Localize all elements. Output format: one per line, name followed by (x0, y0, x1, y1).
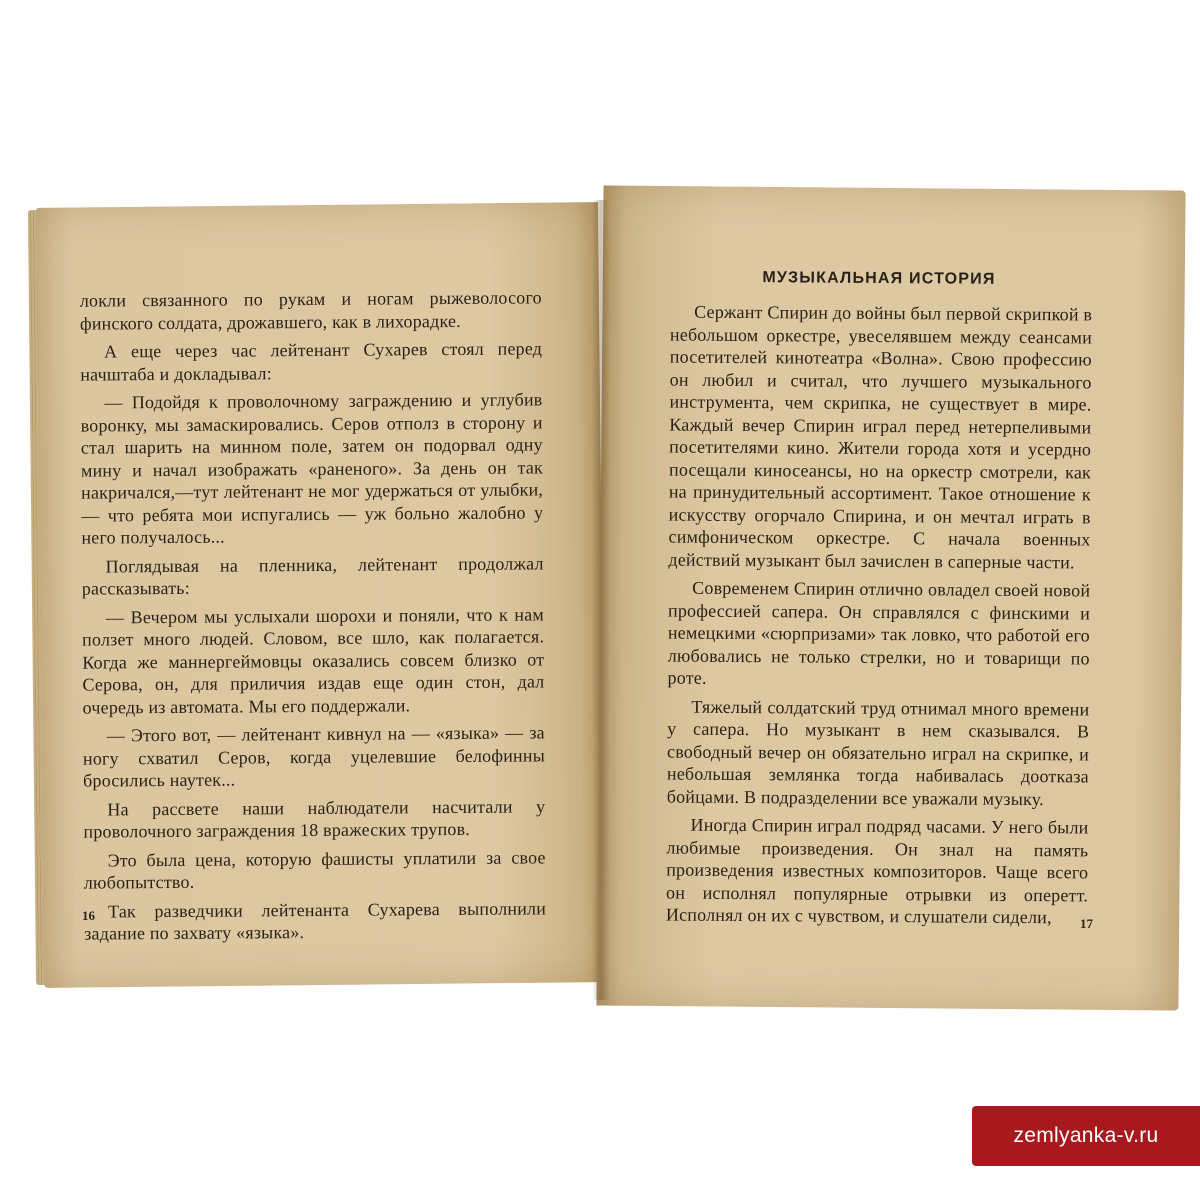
paragraph: Сержант Спирин до войны был первой скрипкой в небольшом оркестре, увеселявшем между сеансами посетителей кинотеатра «Волна». Свою профессию он любил и считал, что лучшего музыкального инструмента, чем скрипка, не существует в мире. Каждый вечер Спирин играл перед нетерпеливыми посетителями кино. Жители города хотя и усердно посещали киносеансы, но на оркестр смотрели, как на принудительный ассортимент. Такое отношение к искусству огорчало Спирина, и он мечтал играть в симфоническом оркестре. С начала военных действий музыкант был зачислен в саперные части. (668, 301, 1093, 572)
paragraph: На рассвете наши наблюдатели насчитали у проволочного заграждения 18 вражеских трупов. (83, 795, 546, 842)
right-page-text (666, 301, 1092, 935)
paragraph: Современем Спирин отлично овладел своей новой профессией сапера. Он справлялся с финскими и немецкими «сюрпризами» так ловко, что работой его любовались не только стрелки, но и товарищи по роте. (667, 577, 1091, 688)
paragraph: — Подойдя к проволочному заграждению и углубив воронку, мы замаскировались. Серов отполз в сторону и стал шарить на минном поле, затем он подорвал одну мину и начал изображать «раненого». За день он так накричался,—тут лейтенант не мог удержаться от улыбки, — что ребята мои испугались — уж больно жалобно у него получалось... (80, 389, 544, 548)
paragraph: Тяжелый солдатский труд отнимал много времени у сапера. Но музыкант в нем сказывался. В свободный вечер он обязательно играл на скрипке, и небольшая землянка тогда набивалась доотказа бойцами. В подразделении все уважали музыку. (666, 696, 1090, 809)
watermark-text: zemlyanka-v.ru (1013, 1124, 1159, 1147)
paragraph: — Этого вот, — лейтенант кивнул на — «языка» — за ногу схватил Серов, когда уцелевшие белофинны бросились наутек... (82, 722, 546, 791)
paragraph: Иногда Спирин играл подряд часами. У него были любимые произведения. Он знал на память произведения известных композиторов. Чаще всего он исполнял популярные отрывки из оперетт. Исполнял он их с чувством, и слушатели сидели, (665, 814, 1089, 928)
watermark-badge (972, 1106, 1200, 1166)
chapter-title: МУЗЫКАЛЬНАЯ ИСТОРИЯ (762, 269, 996, 288)
page-number-right: 17 (1080, 916, 1093, 931)
paragraph: локли связанного по рукам и ногам рыжеволосого финского солдата, дрожавшего, как в лихорадке. (79, 287, 542, 334)
book-gutter (592, 200, 610, 1000)
page-number-left: 16 (82, 908, 95, 923)
paragraph: Это была цена, которую фашисты уплатили за свое любопытство. (83, 846, 546, 893)
paragraph: Поглядывая на пленника, лейтенант продолжал рассказывать: (81, 552, 544, 599)
paragraph: — Вечером мы услыхали шорохи и поняли, что к нам ползет много людей. Словом, все шло, как полагается. Когда же маннергеймовцы оказались совсем близко от Серова, он, для приличия издав еще один стон, дал очередь из автомата. Мы его поддержали. (82, 603, 545, 718)
left-page-text (80, 286, 547, 951)
paragraph: Так разведчики лейтенанта Сухарева выполнили задание по захвату «языка». (84, 897, 547, 944)
paragraph: А еще через час лейтенант Сухарев стоял перед начштаба и докладывал: (80, 338, 543, 385)
